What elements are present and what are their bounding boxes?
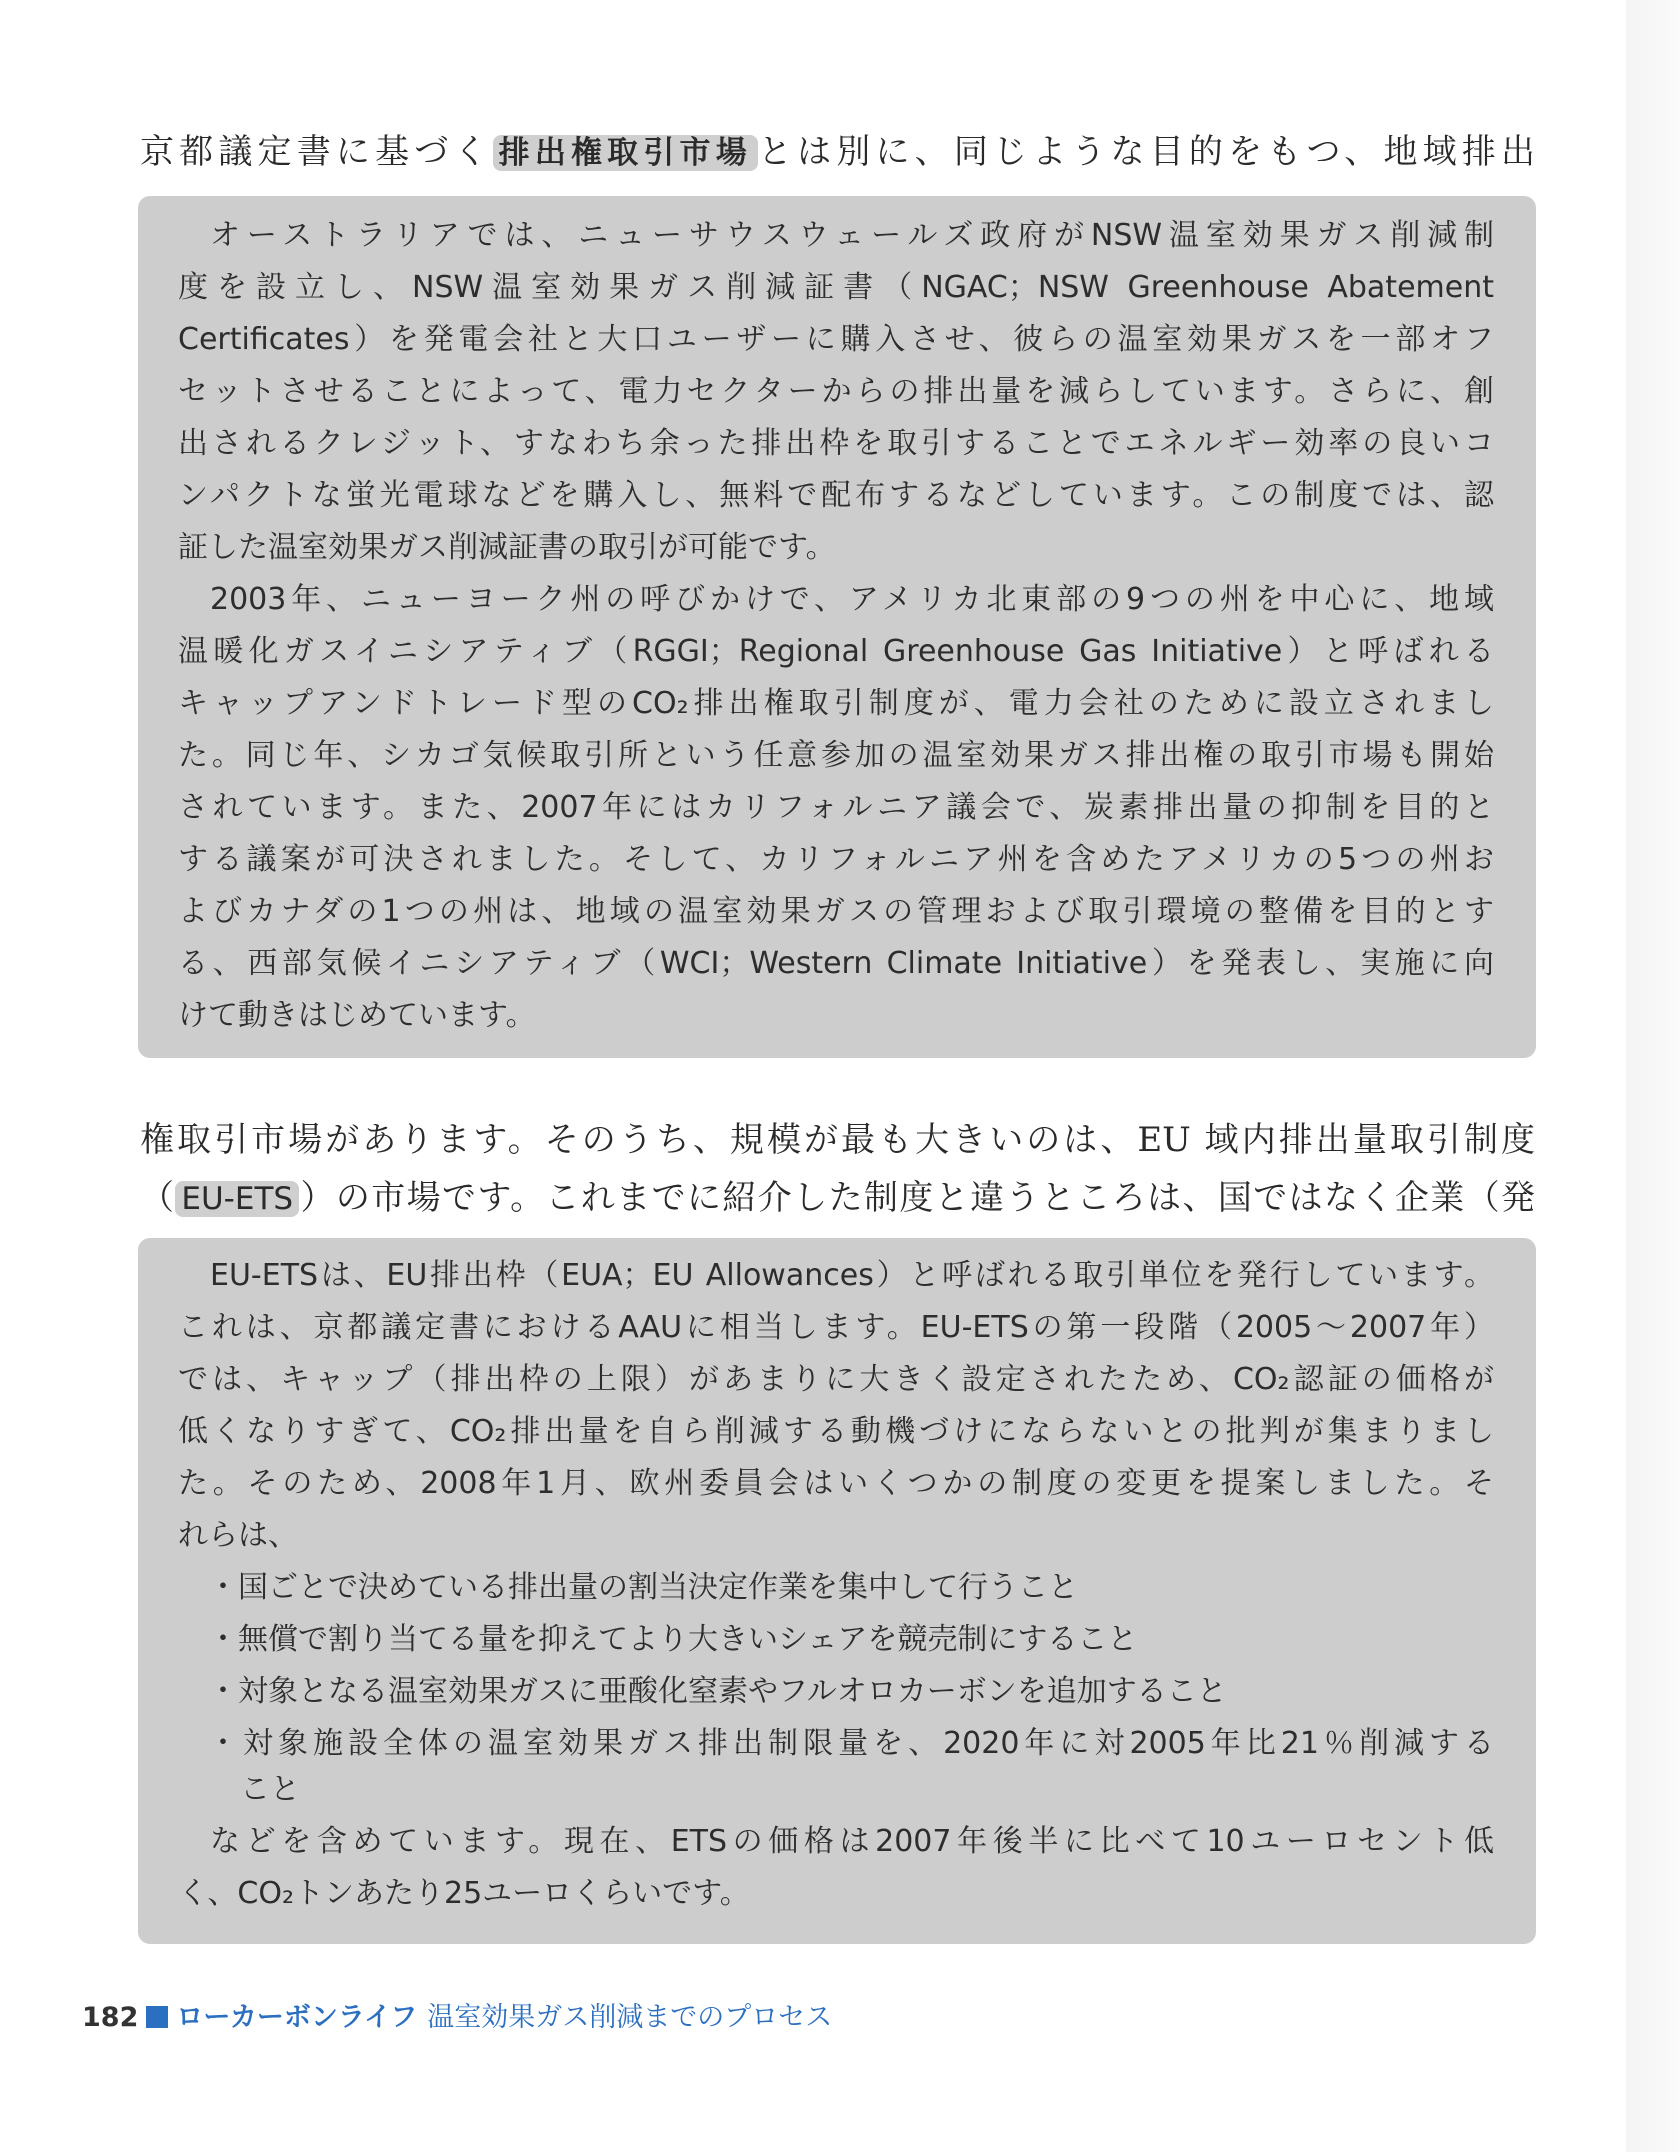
box-line: た。そのため、2008年1月、欧州委員会はいくつかの制度の変更を提案しました。そ bbox=[178, 1466, 1494, 1501]
highlight-term: EU-ETS bbox=[175, 1181, 299, 1217]
box-line: よびカナダの1つの州は、地域の温室効果ガスの管理および取引環境の整備を目的とす bbox=[178, 894, 1494, 929]
box-line: オーストラリアでは、ニューサウスウェールズ政府がNSW温室効果ガス削減制 bbox=[210, 218, 1494, 253]
bullet-item: ・国ごとで決めている排出量の割当決定作業を集中して行うこと bbox=[208, 1570, 1078, 1605]
body-text: とは別に、同じような目的をもつ、地域排出 bbox=[757, 132, 1536, 172]
box-line: これは、京都議定書におけるAAUに相当します。EU-ETSの第一段階（2005～2007年） bbox=[178, 1310, 1494, 1345]
box-line: けて動きはじめています。 bbox=[178, 998, 536, 1033]
body-text: （ bbox=[140, 1178, 176, 1218]
box-line: 出されるクレジット、すなわち余った排出枠を取引することでエネルギー効率の良いコ bbox=[178, 426, 1494, 461]
body-line-2: 権取引市場があります。そのうち、規模が最も大きいのは、EU 域内排出量取引制度 bbox=[140, 1120, 1535, 1160]
box-line: 証した温室効果ガス削減証書の取引が可能です。 bbox=[178, 530, 836, 565]
bullet-item: ・対象施設全体の温室効果ガス排出制限量を、2020年に対2005年比21％削減する bbox=[208, 1726, 1494, 1761]
box-line: EU-ETSは、EU排出枠（EUA；EU Allowances）と呼ばれる取引単位を発行しています。 bbox=[210, 1258, 1494, 1293]
box-line: キャップアンドトレード型のCO₂排出権取引制度が、電力会社のために設立されまし bbox=[178, 686, 1494, 721]
body-text: 京都議定書に基づく bbox=[140, 132, 493, 172]
bullet-item-continued: こと bbox=[240, 1772, 300, 1807]
body-text: ）の市場です。これまでに紹介した制度と違うところは、国ではなく企業（発 bbox=[299, 1178, 1535, 1218]
bullet-item: ・対象となる温室効果ガスに亜酸化窒素やフルオロカーボンを追加すること bbox=[208, 1674, 1227, 1709]
box-line: ンパクトな蛍光電球などを購入し、無料で配布するなどしています。この制度では、認 bbox=[178, 478, 1494, 513]
box-line: た。同じ年、シカゴ気候取引所という任意参加の温室効果ガス排出権の取引市場も開始 bbox=[178, 738, 1494, 773]
box-line: る、西部気候イニシアティブ（WCI；Western Climate Initiative）を発表し、実施に向 bbox=[178, 946, 1494, 981]
page-number: 182 bbox=[82, 2002, 139, 2033]
box-line: 度を設立し、NSW温室効果ガス削減証書（NGAC；NSW Greenhouse Abatement bbox=[178, 270, 1494, 305]
bullet-item: ・無償で割り当てる量を抑えてより大きいシェアを競売制にすること bbox=[208, 1622, 1138, 1657]
box-line: れらは、 bbox=[178, 1518, 298, 1553]
square-bullet-icon bbox=[146, 2006, 168, 2028]
box-line: セットさせることによって、電力セクターからの排出量を減らしています。さらに、創 bbox=[178, 374, 1494, 409]
highlight-term: 排出権取引市場 bbox=[493, 135, 758, 171]
box-line: などを含めています。現在、ETSの価格は2007年後半に比べて10ユーロセント低 bbox=[210, 1824, 1494, 1859]
box-line: では、キャップ（排出枠の上限）があまりに大きく設定されたため、CO₂認証の価格が bbox=[178, 1362, 1494, 1397]
box-line: する議案が可決されました。そして、カリフォルニア州を含めたアメリカの5つの州お bbox=[178, 842, 1494, 877]
page-edge bbox=[1626, 0, 1680, 2152]
box-line: されています。また、2007年にはカリフォルニア議会で、炭素排出量の抑制を目的と bbox=[178, 790, 1494, 825]
sidebar-box-regional-markets bbox=[138, 196, 1536, 1058]
page-footer bbox=[82, 1998, 832, 2038]
book-title: ローカーボンライフ bbox=[176, 2002, 418, 2033]
body-line-3 bbox=[140, 1168, 1535, 1228]
box-line: く、CO₂トンあたり25ユーロくらいです。 bbox=[178, 1876, 750, 1911]
box-line: 2003年、ニューヨーク州の呼びかけで、アメリカ北東部の9つの州を中心に、地域 bbox=[210, 582, 1494, 617]
box-line: Certificates）を発電会社と大口ユーザーに購入させ、彼らの温室効果ガスを一部オフ bbox=[178, 322, 1494, 357]
body-line-1 bbox=[140, 122, 1535, 182]
section-title: 温室効果ガス削減までのプロセス bbox=[427, 2002, 833, 2033]
sidebar-box-eu-ets bbox=[138, 1238, 1536, 1944]
box-line: 低くなりすぎて、CO₂排出量を自ら削減する動機づけにならないとの批判が集まりまし bbox=[178, 1414, 1494, 1449]
box-line: 温暖化ガスイニシアティブ（RGGI；Regional Greenhouse Gas Initiative）と呼ばれる bbox=[178, 634, 1494, 669]
